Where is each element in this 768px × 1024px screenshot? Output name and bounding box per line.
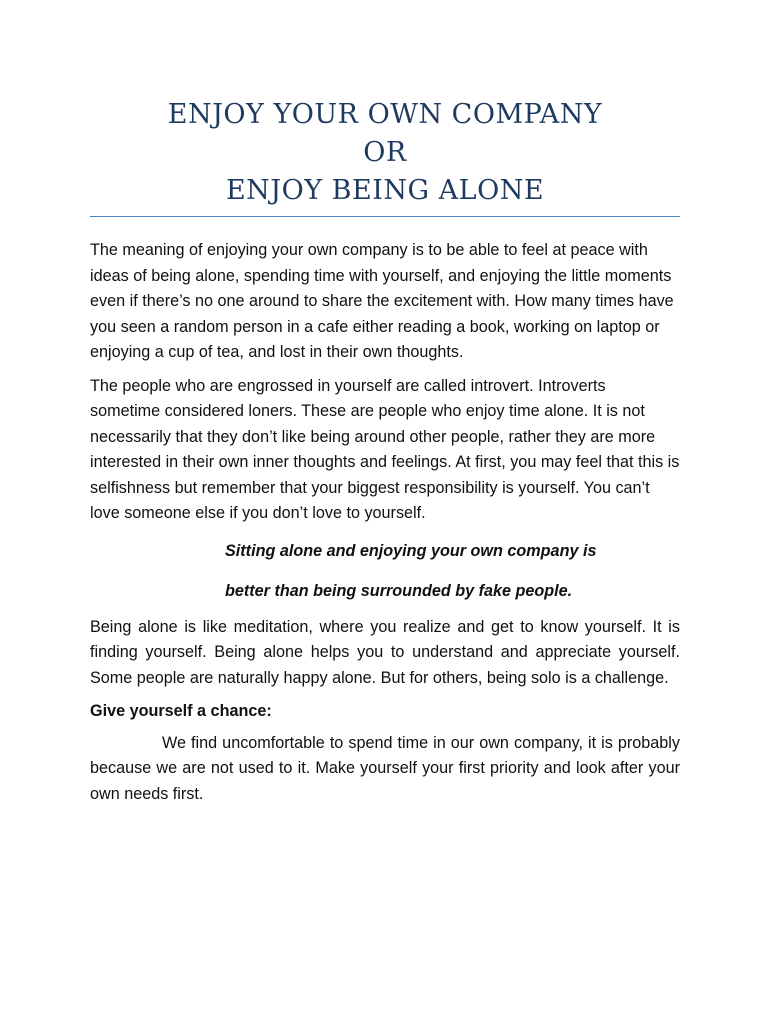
paragraph-chance: We find uncomfortable to spend time in our own company, it is probably because we are not used to it. Make yourself your first priority and look after your own needs first. (90, 733, 680, 803)
title-line-1: ENJOY YOUR OWN COMPANY (167, 99, 603, 130)
pull-quote (90, 535, 680, 607)
title-line-2: OR (363, 137, 407, 168)
title-line-3: ENJOY BEING ALONE (225, 175, 545, 206)
quote-line-1: Sitting alone and enjoying your own company is (225, 541, 597, 560)
section-heading: Give yourself a chance: (90, 702, 272, 720)
document-title (90, 96, 680, 210)
paragraph-intro: The meaning of enjoying your own company is to be able to feel at peace with ideas of being alone, spending time with yourself, and enjoying the little moments even if there’s no one around to share the excitement with. How many times have you seen a random person in a cafe either reading a book, working on laptop or enjoying a cup of tea, and lost in their own thoughts. (90, 241, 674, 361)
document-body (90, 238, 680, 815)
paragraph-introverts: The people who are engrossed in yourself are called introvert. Introverts sometime considered loners. These are people who enjoy time alone. It is not necessarily that they don’t like being around other people, rather they are more interested in their own inner thoughts and feelings. At first, you may feel that this is selfishness but remember that your biggest responsibility is yourself. You can’t love someone else if you don’t love to yourself. (90, 376, 680, 522)
quote-line-2: better than being surrounded by fake people. (225, 581, 573, 600)
title-divider (90, 216, 680, 217)
paragraph-meditation: Being alone is like meditation, where you realize and get to know yourself. It is finding yourself. Being alone helps you to understand and appreciate yourself. Some people are naturally happy alone. But for others, being solo is a challenge. (90, 617, 680, 687)
